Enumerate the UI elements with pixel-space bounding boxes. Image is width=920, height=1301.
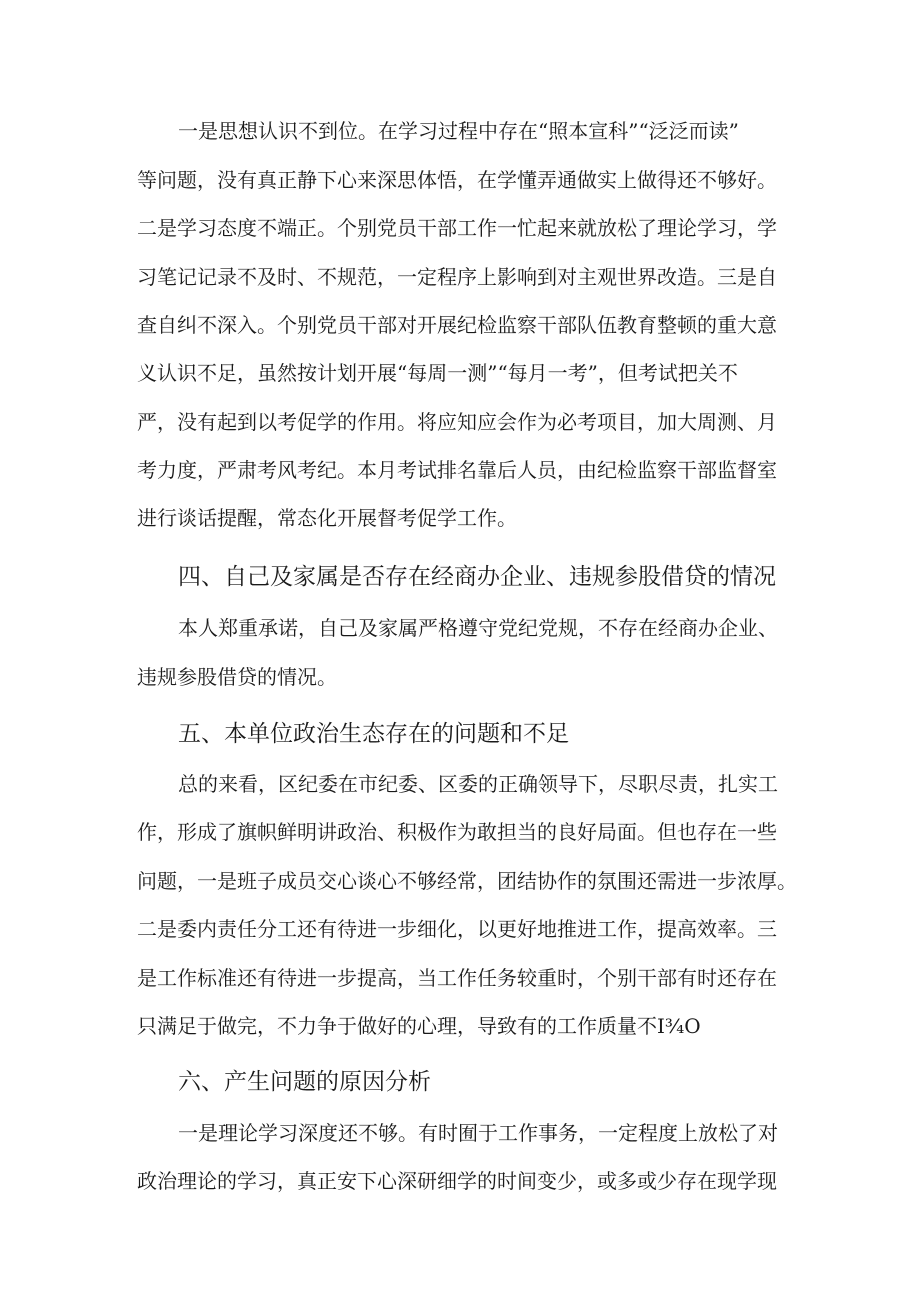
paragraph-line: 一是思想认识不到位。在学习过程中存在“照本宣科”“泛泛而读” xyxy=(178,119,739,143)
paragraph-line: 是工作标准还有待进一步提高，当工作任务较重时，个别干部有时还存在 xyxy=(137,966,777,990)
paragraph-line: 等问题，没有真正静下心来深思体悟，在学懂弄通做实上做得还不够好。 xyxy=(137,168,777,192)
paragraph-line: 查自纠不深入。个别党员干部对开展纪检监察干部队伍教育整顿的重大意 xyxy=(137,313,777,337)
paragraph-line: 本人郑重承诺，自己及家属严格遵守党纪党规，不存在经商办企业、 xyxy=(178,616,778,640)
paragraph-line: 问题，一是班子成员交心谈心不够经常，团结协作的氛围还需进一步浓厚。 xyxy=(137,869,797,893)
paragraph-line: 总的来看，区纪委在市纪委、区委的正确领导下，尽职尽责，扎实工 xyxy=(178,772,778,796)
paragraph-line: 二是学习态度不端正。个别党员干部工作一忙起来就放松了理论学习，学 xyxy=(137,216,777,240)
section-heading-6: 六、产生问题的原因分析 xyxy=(178,1069,431,1095)
paragraph-line: 习笔记记录不及时、不规范，一定程序上影响到对主观世界改造。三是自 xyxy=(137,265,777,289)
paragraph-line: 进行谈话提醒，常态化开展督考促学工作。 xyxy=(137,506,517,530)
section-heading-5: 五、本单位政治生态存在的问题和不足 xyxy=(178,721,569,747)
paragraph-line: 政治理论的学习，真正安下心深研细学的时间变少，或多或少存在现学现 xyxy=(137,1169,777,1193)
paragraph-line: 作，形成了旗帜鲜明讲政治、积极作为敢担当的良好局面。但也存在一些 xyxy=(137,820,777,844)
paragraph-line: 义认识不足，虽然按计划开展“每周一测”“每月一考”，但考试把关不 xyxy=(137,361,738,385)
paragraph-line: 只满足于做完，不力争于做好的心理，导致有的工作质量不I¾O xyxy=(137,1014,701,1038)
paragraph-line: 二是委内责任分工还有待进一步细化，以更好地推进工作，提高效率。三 xyxy=(137,917,777,941)
section-heading-4: 四、自己及家属是否存在经商办企业、违规参股借贷的情况 xyxy=(178,564,776,590)
paragraph-line: 一是理论学习深度还不够。有时囿于工作事务，一定程度上放松了对 xyxy=(178,1121,778,1145)
paragraph-line: 违规参股借贷的情况。 xyxy=(137,665,337,689)
paragraph-line: 严，没有起到以考促学的作用。将应知应会作为必考项目，加大周测、月 xyxy=(137,410,777,434)
paragraph-line: 考力度，严肃考风考纪。本月考试排名靠后人员，由纪检监察干部监督室 xyxy=(137,458,777,482)
